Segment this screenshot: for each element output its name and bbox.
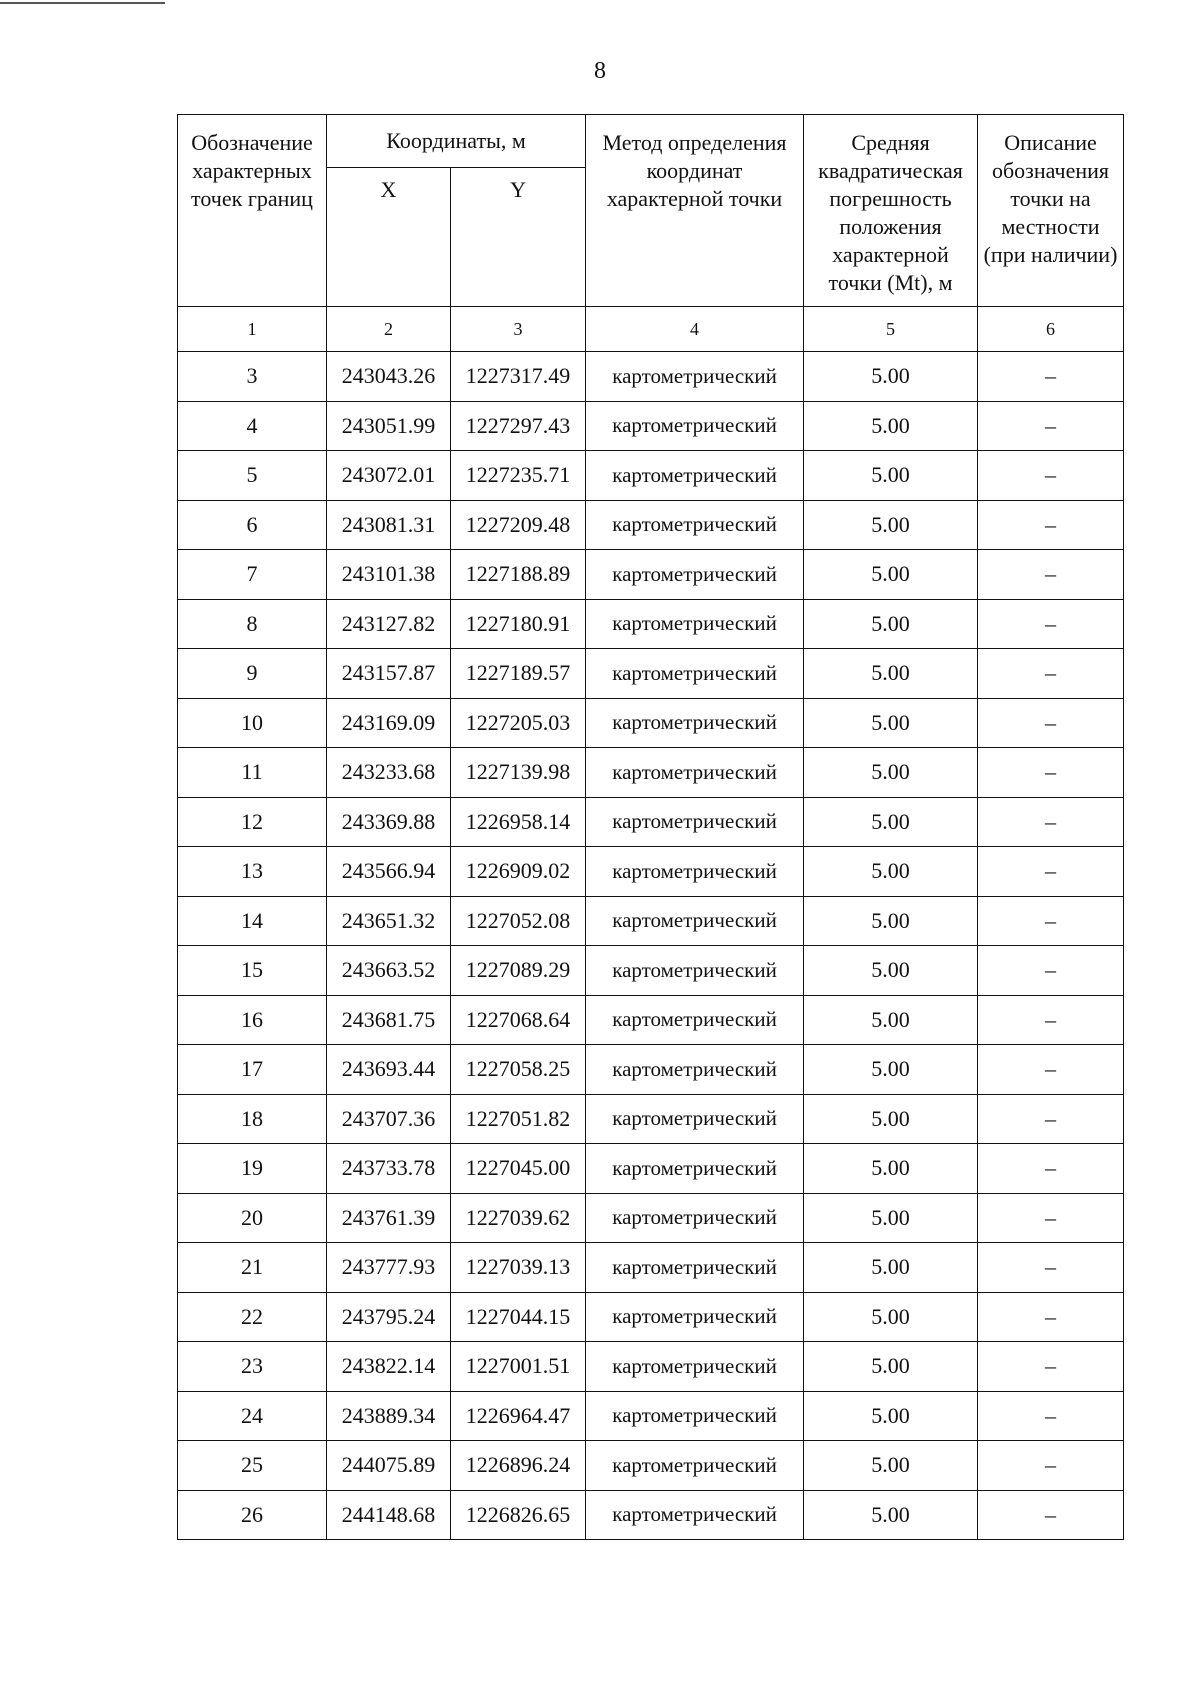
cell-description: – (978, 995, 1124, 1045)
cell-description: – (978, 1144, 1124, 1194)
column-number: 3 (451, 307, 586, 352)
cell-y: 1226909.02 (451, 847, 586, 897)
cell-y: 1227045.00 (451, 1144, 586, 1194)
cell-method: картометрический (586, 352, 804, 402)
cell-method: картометрический (586, 1292, 804, 1342)
cell-method: картометрический (586, 896, 804, 946)
cell-error: 5.00 (804, 748, 978, 798)
cell-description: – (978, 451, 1124, 501)
table-row (178, 352, 1124, 402)
cell-error: 5.00 (804, 352, 978, 402)
table-row (178, 1094, 1124, 1144)
cell-error: 5.00 (804, 649, 978, 699)
cell-x: 244148.68 (327, 1490, 451, 1540)
cell-description: – (978, 1441, 1124, 1491)
cell-y: 1227051.82 (451, 1094, 586, 1144)
column-number: 1 (178, 307, 327, 352)
cell-description: – (978, 1045, 1124, 1095)
cell-method: картометрический (586, 599, 804, 649)
cell-method: картометрический (586, 1441, 804, 1491)
cell-point: 12 (178, 797, 327, 847)
cell-error: 5.00 (804, 451, 978, 501)
cell-description: – (978, 1292, 1124, 1342)
cell-error: 5.00 (804, 1391, 978, 1441)
cell-x: 243566.94 (327, 847, 451, 897)
table-body (178, 352, 1124, 1540)
cell-description: – (978, 797, 1124, 847)
table-row (178, 1193, 1124, 1243)
cell-error: 5.00 (804, 1342, 978, 1392)
table-row (178, 797, 1124, 847)
cell-description: – (978, 550, 1124, 600)
cell-error: 5.00 (804, 995, 978, 1045)
cell-y: 1227188.89 (451, 550, 586, 600)
cell-x: 243043.26 (327, 352, 451, 402)
cell-point: 26 (178, 1490, 327, 1540)
cell-method: картометрический (586, 649, 804, 699)
cell-error: 5.00 (804, 1144, 978, 1194)
cell-y: 1227039.13 (451, 1243, 586, 1293)
cell-x: 243889.34 (327, 1391, 451, 1441)
cell-point: 4 (178, 401, 327, 451)
column-number: 5 (804, 307, 978, 352)
cell-method: картометрический (586, 1193, 804, 1243)
cell-error: 5.00 (804, 401, 978, 451)
table-row (178, 401, 1124, 451)
cell-description: – (978, 1391, 1124, 1441)
cell-error: 5.00 (804, 1490, 978, 1540)
cell-x: 243663.52 (327, 946, 451, 996)
cell-method: картометрический (586, 995, 804, 1045)
cell-y: 1227058.25 (451, 1045, 586, 1095)
cell-description: – (978, 1193, 1124, 1243)
header-method: Метод определения координат характерной точки (586, 115, 804, 307)
cell-method: картометрический (586, 1045, 804, 1095)
cell-y: 1227189.57 (451, 649, 586, 699)
cell-y: 1227180.91 (451, 599, 586, 649)
cell-description: – (978, 649, 1124, 699)
cell-x: 243051.99 (327, 401, 451, 451)
cell-y: 1227052.08 (451, 896, 586, 946)
header-y: Y (451, 168, 586, 307)
cell-description: – (978, 401, 1124, 451)
page-number: 8 (594, 58, 606, 84)
cell-point: 3 (178, 352, 327, 402)
cell-description: – (978, 946, 1124, 996)
cell-x: 243651.32 (327, 896, 451, 946)
cell-error: 5.00 (804, 797, 978, 847)
cell-description: – (978, 698, 1124, 748)
cell-x: 243733.78 (327, 1144, 451, 1194)
table-row (178, 1292, 1124, 1342)
cell-description: – (978, 1342, 1124, 1392)
cell-y: 1227068.64 (451, 995, 586, 1045)
cell-x: 243681.75 (327, 995, 451, 1045)
cell-point: 8 (178, 599, 327, 649)
cell-x: 243822.14 (327, 1342, 451, 1392)
table-row (178, 1243, 1124, 1293)
table-row (178, 1490, 1124, 1540)
cell-point: 18 (178, 1094, 327, 1144)
cell-error: 5.00 (804, 500, 978, 550)
cell-y: 1227235.71 (451, 451, 586, 501)
table-row (178, 698, 1124, 748)
cell-error: 5.00 (804, 550, 978, 600)
cell-y: 1227039.62 (451, 1193, 586, 1243)
table-row (178, 599, 1124, 649)
cell-error: 5.00 (804, 946, 978, 996)
cell-method: картометрический (586, 1094, 804, 1144)
table-row (178, 995, 1124, 1045)
table-row (178, 451, 1124, 501)
table-row (178, 1441, 1124, 1491)
table-row (178, 1342, 1124, 1392)
table-row (178, 649, 1124, 699)
column-number: 4 (586, 307, 804, 352)
cell-x: 243081.31 (327, 500, 451, 550)
cell-method: картометрический (586, 1391, 804, 1441)
cell-y: 1227044.15 (451, 1292, 586, 1342)
cell-method: картометрический (586, 1490, 804, 1540)
cell-method: картометрический (586, 550, 804, 600)
cell-method: картометрический (586, 1144, 804, 1194)
cell-x: 243072.01 (327, 451, 451, 501)
cell-error: 5.00 (804, 847, 978, 897)
cell-y: 1227297.43 (451, 401, 586, 451)
cell-point: 21 (178, 1243, 327, 1293)
table-row (178, 1045, 1124, 1095)
cell-x: 244075.89 (327, 1441, 451, 1491)
cell-description: – (978, 896, 1124, 946)
cell-method: картометрический (586, 698, 804, 748)
column-number: 2 (327, 307, 451, 352)
table-row (178, 1144, 1124, 1194)
header-mean-square-error: Средняя квадратическая погрешность положения характерной точки (Mt), м (804, 115, 978, 307)
cell-description: – (978, 847, 1124, 897)
cell-point: 16 (178, 995, 327, 1045)
cell-method: картометрический (586, 1243, 804, 1293)
cell-x: 243169.09 (327, 698, 451, 748)
cell-description: – (978, 599, 1124, 649)
cell-method: картометрический (586, 1342, 804, 1392)
cell-y: 1227089.29 (451, 946, 586, 996)
cell-point: 17 (178, 1045, 327, 1095)
cell-description: – (978, 352, 1124, 402)
cell-point: 5 (178, 451, 327, 501)
cell-description: – (978, 748, 1124, 798)
cell-method: картометрический (586, 451, 804, 501)
table-row (178, 896, 1124, 946)
cell-error: 5.00 (804, 896, 978, 946)
cell-description: – (978, 1243, 1124, 1293)
cell-point: 20 (178, 1193, 327, 1243)
cell-method: картометрический (586, 401, 804, 451)
cell-method: картометрический (586, 748, 804, 798)
cell-y: 1226964.47 (451, 1391, 586, 1441)
cell-point: 24 (178, 1391, 327, 1441)
cell-method: картометрический (586, 500, 804, 550)
cell-point: 7 (178, 550, 327, 600)
header-coordinates: Координаты, м (327, 115, 586, 168)
cell-x: 243233.68 (327, 748, 451, 798)
table-row (178, 500, 1124, 550)
cell-point: 10 (178, 698, 327, 748)
table-row (178, 1391, 1124, 1441)
cell-description: – (978, 1094, 1124, 1144)
cell-y: 1227317.49 (451, 352, 586, 402)
cell-x: 243369.88 (327, 797, 451, 847)
cell-method: картометрический (586, 847, 804, 897)
cell-x: 243101.38 (327, 550, 451, 600)
cell-description: – (978, 1490, 1124, 1540)
cell-x: 243707.36 (327, 1094, 451, 1144)
cell-x: 243157.87 (327, 649, 451, 699)
cell-point: 9 (178, 649, 327, 699)
cell-y: 1226896.24 (451, 1441, 586, 1491)
cell-error: 5.00 (804, 1094, 978, 1144)
cell-x: 243761.39 (327, 1193, 451, 1243)
cell-y: 1227205.03 (451, 698, 586, 748)
cell-y: 1226826.65 (451, 1490, 586, 1540)
cell-y: 1227209.48 (451, 500, 586, 550)
cell-point: 25 (178, 1441, 327, 1491)
cell-error: 5.00 (804, 1045, 978, 1095)
cell-y: 1227001.51 (451, 1342, 586, 1392)
table-row (178, 847, 1124, 897)
cell-method: картометрический (586, 946, 804, 996)
cell-error: 5.00 (804, 1292, 978, 1342)
cell-method: картометрический (586, 797, 804, 847)
cell-error: 5.00 (804, 1193, 978, 1243)
cell-point: 22 (178, 1292, 327, 1342)
cell-point: 13 (178, 847, 327, 897)
cell-error: 5.00 (804, 1441, 978, 1491)
cell-error: 5.00 (804, 698, 978, 748)
cell-y: 1226958.14 (451, 797, 586, 847)
table-row (178, 550, 1124, 600)
cell-point: 19 (178, 1144, 327, 1194)
header-x: X (327, 168, 451, 307)
boundary-points-table (177, 114, 1124, 1540)
cell-point: 6 (178, 500, 327, 550)
cell-point: 23 (178, 1342, 327, 1392)
cell-y: 1227139.98 (451, 748, 586, 798)
cell-description: – (978, 500, 1124, 550)
cell-x: 243777.93 (327, 1243, 451, 1293)
cell-point: 11 (178, 748, 327, 798)
cell-point: 14 (178, 896, 327, 946)
cell-x: 243795.24 (327, 1292, 451, 1342)
column-number: 6 (978, 307, 1124, 352)
cell-error: 5.00 (804, 599, 978, 649)
cell-x: 243127.82 (327, 599, 451, 649)
table-row (178, 946, 1124, 996)
cell-x: 243693.44 (327, 1045, 451, 1095)
scan-edge-mark (0, 2, 165, 4)
column-number-row (178, 307, 1124, 352)
header-point-designation: Обозначение характерных точек границ (178, 115, 327, 307)
header-description: Описание обозначения точки на местности (при наличии) (978, 115, 1124, 307)
cell-error: 5.00 (804, 1243, 978, 1293)
table-row (178, 748, 1124, 798)
cell-point: 15 (178, 946, 327, 996)
